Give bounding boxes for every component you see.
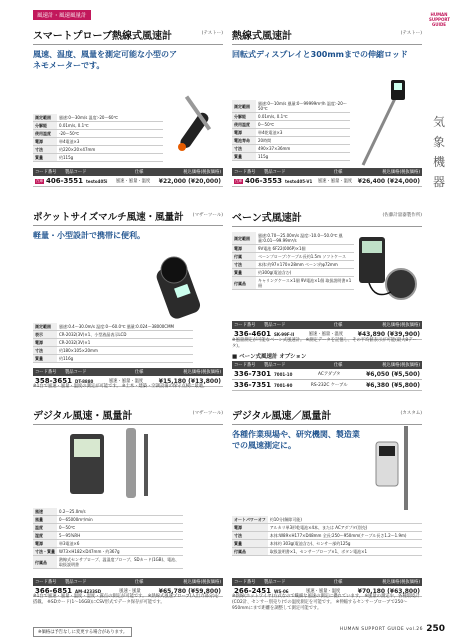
order-row [232, 176, 422, 187]
section-maker: (マザーツール) [192, 213, 223, 218]
section-digital-anemometer [33, 407, 223, 425]
price: ¥22,000 (¥20,000) [158, 177, 221, 185]
stock-badge: 在庫 [36, 178, 43, 183]
section-smart-probe [33, 27, 223, 71]
section-maker: (テストー) [400, 31, 422, 36]
product-code: 336-7351 [234, 381, 271, 389]
section-title: スマートプローブ熱線式風速計 [33, 31, 172, 42]
usage: 風速・風量・温度 [115, 179, 151, 184]
tagline: 各種作業現場や、研究機関、製造業での風速測定に。 [232, 430, 360, 450]
order-table: コード番号 製品コード 仕様 税込価格(税抜価格) 366-6851 AM-4233SD 風速・風量 ¥65,780 (¥59,800) [35, 580, 221, 595]
tagline: 回転式ディスプレイと300mmまでの伸縮ロッド [232, 50, 408, 59]
option-table: コード番号 製品コード 仕様 税込価格(税抜価格) 336-7301 7001-10 ACアダプタ ¥6,050 (¥5,500) 336-7351 7001-90 RS-232C ケーブル ¥6,380 (¥5,800) [234, 363, 420, 389]
product-code: 366-6851 [35, 587, 72, 595]
order-table: コード番号 製品コード 仕様 税込価格(税抜価格) 358-3651 DT-8880 風速・風量・温度 ¥15,180 (¥13,800) [35, 370, 221, 385]
price: ¥43,890 (¥39,900) [357, 330, 420, 338]
pocket-anemometer-image [150, 250, 210, 325]
model-code: 7001-10 [274, 371, 293, 377]
side-logo: HUMAN SUPPORT GUIDE [429, 12, 451, 27]
model-code: WS-06 [274, 588, 289, 594]
usage: 風速・風量・温度 [317, 179, 353, 184]
tagline: 軽量・小型設計で携帯に便利。 [33, 231, 145, 240]
product-note: ※風量測定が可能なベーン式風速計。 ※測定データを記憶し、その平均値表示が可能(最大8データ)。 [232, 338, 417, 349]
product-note: ※1台で風速・風量・温度・湿度・露点の測定が可能です。 ※熱線式風速プローブ(入出力部分)を搭載。 ※SDカード(1〜16GB)にCSV形式でデータ保存が可能です。 [33, 594, 219, 605]
model-code: DT-8880 [75, 378, 94, 384]
page-number: 250 [426, 624, 445, 634]
order-table: コード番号 製品コード 仕様 税込価格(税抜価格) 在庫 406-3551 testo405i 風速・風量・温度 ¥22,000 (¥20,000) [35, 170, 221, 185]
stock-badge: 在庫 [235, 178, 242, 183]
price: ¥6,050 (¥5,500) [366, 370, 420, 378]
tagline: 風速、温度、風量を測定可能な小型のアネモメーターです。 [33, 50, 177, 70]
price: ¥26,400 (¥24,000) [357, 177, 420, 185]
divider [33, 44, 223, 45]
product-code: 336-7301 [234, 370, 271, 378]
spec-table: 風速 0.2〜25.0m/s 風量 0〜65000m³/min 温度 0〜50℃ 湿度 5〜95%RH 電源 単3電池×6 寸法・質量 W73×H182×D47mm・約367g 付属品 熱線式センサプローブ、温湿度プローブ、SDカード(1GB)、電池、取扱説明書 [33, 508, 183, 569]
product-code: 336-4601 [234, 330, 271, 338]
section-vane-anemometer [232, 209, 422, 227]
section-maker: (佐藤計量器製作所) [382, 213, 422, 218]
price-disclaimer: ※価格は予告なしに変更する場合があります。 [33, 627, 132, 637]
price: ¥15,180 (¥13,800) [158, 377, 221, 385]
divider [232, 44, 422, 45]
divider [33, 225, 223, 226]
section-maker: (テストー) [201, 31, 223, 36]
digital-anemometer-image [60, 424, 170, 504]
spec-table: 測定範囲 風速:0〜10m/s 風量:0〜99999m³/h 温度:-20〜50℃ 分解能 0.01m/s, 0.1℃ 使用温度 0〜50℃ 電源 単4乾電池×3 電池寿命 20時間 寸法 490×37×36mm 質量 115g [232, 100, 350, 161]
usage: 風速・風量・温度 [108, 379, 144, 384]
option-row [232, 369, 422, 380]
model-code: AM-4233SD [75, 588, 102, 594]
section-title: デジタル風速／風量計 [232, 411, 332, 422]
order-table: コード番号 製品コード 仕様 税込価格(税抜価格) 在庫 406-3553 testo405-V1 風速・風量・温度 ¥26,400 (¥24,000) [234, 170, 420, 185]
product-code: 266-2451 [234, 587, 271, 595]
price: ¥65,780 (¥59,800) [158, 587, 221, 595]
model-code: 7001-90 [274, 382, 293, 388]
usage: 風速・風量・温度 [305, 589, 341, 594]
usage: 風速・風量・温度 [308, 332, 344, 337]
spec-table: 測定範囲 風速:0.70〜25.00m/s 温度:-10.0〜50.0℃ 風量:0.01〜99.99m³/s 電源 9V電池 6F22(006P)×1個 付属 ベーンプローブ:ケーブル長約1.5m ソフトケース 寸法 本体:約97×170×28mm ベーン:約φ72mm 質量 約300g(電池含む) 付属品 キャリングケース×1個 9V電池×1個 取扱説明書×1冊 [232, 232, 354, 290]
section-title: ポケットサイズマルチ風速・風量計 [33, 212, 184, 223]
price: ¥6,380 (¥5,800) [366, 381, 420, 389]
option-title: ■ ベーン式風速計 オプション [232, 354, 307, 360]
category-tag: 風速計・風速風量計 [33, 10, 91, 20]
divider [232, 226, 422, 227]
section-title: 熱線式風速計 [232, 31, 292, 42]
usage: 風速・風量 [119, 589, 141, 594]
product-code: 406-3551 [46, 177, 83, 185]
vane-anemometer-image [355, 232, 420, 307]
guide-label: HUMAN SUPPORT GUIDE vol.26 [339, 627, 423, 632]
probe-anemometer-image [170, 85, 215, 160]
custom-anemometer-image [368, 424, 418, 512]
option-row [232, 380, 422, 391]
model-code: testo405-V1 [285, 178, 313, 184]
order-table: コード番号 製品コード 仕様 税込価格(税抜価格) 336-4601 SK-99F-II 風速・風量・温度 ¥43,890 (¥39,900) [234, 323, 420, 338]
model-code: SK-99F-II [274, 331, 295, 337]
product-code: 406-3553 [245, 177, 282, 185]
usage: RS-232C ケーブル [310, 383, 348, 388]
section-title: ベーン式風速計 [232, 213, 302, 224]
spec-table: 測定範囲 風速:0〜30m/s 温度:-20〜60℃ 分解能 0.01m/s, 0.1℃ 使用温度 -20〜50℃ 電源 単4電池×3 寸法 約220×20×47mm 質量 約115g [33, 114, 163, 162]
section-pocket-anemometer [33, 209, 223, 241]
model-code: testo405i [86, 178, 108, 184]
product-note: ※1台で風速・風量・温度の測定が可能です。 ※土木・建築・空調設備の保守点検に最適。 [33, 384, 208, 389]
section-maker: (マザーツール) [192, 411, 223, 416]
product-code: 358-3651 [35, 377, 72, 385]
section-maker: (カスタム) [400, 411, 422, 416]
order-row [33, 176, 223, 187]
side-category: 気象機器 [432, 115, 445, 189]
usage: ACアダプタ [318, 372, 341, 377]
spec-table: オートパワーオフ 約10分(解除可能) 電源 アルカリ単3形乾電池×4本、または ACアダプタ(別売) 寸法 本体:W89×H177×D48mm 全長:250〜950mm(ケーブル長さ1.2〜1.9m) 質量 本体約 303g(電池含む)、センサー部約125g 付属品 取扱説明書×1、センサープローブ×1、ボタン電池×1 [232, 516, 422, 556]
section-title: デジタル風速・風量計 [33, 411, 133, 422]
price: ¥70,180 (¥63,800) [357, 587, 420, 595]
order-table: コード番号 製品コード 仕様 税込価格(税抜価格) 266-2451 WS-06 風速・風量・温度 ¥70,180 (¥63,800) [234, 580, 420, 595]
product-note: ※熱線(ホットワイヤ)方式なので繊細な風速の測定に優れています。 ※風量の測定や、各種環境計(CO2計、センサー別売り)での温度測定を可能です。 ※伸縮するセンサープローブで250〜950mmにまで距離を調整して測定可能です。 [232, 594, 420, 611]
telescopic-anemometer-image [355, 80, 410, 170]
spec-table: 測定範囲 風速:0.4〜30.0m/s 温度:0〜60.0℃ 風量:0.024〜38000CMM 表示 CR-2032(3V)×1、小型液晶表示LCD 電源 CR-2032(3V)×1 寸法 約180×105×20mm 質量 約116g [33, 323, 193, 363]
section-hotwire-anemometer [232, 27, 422, 60]
